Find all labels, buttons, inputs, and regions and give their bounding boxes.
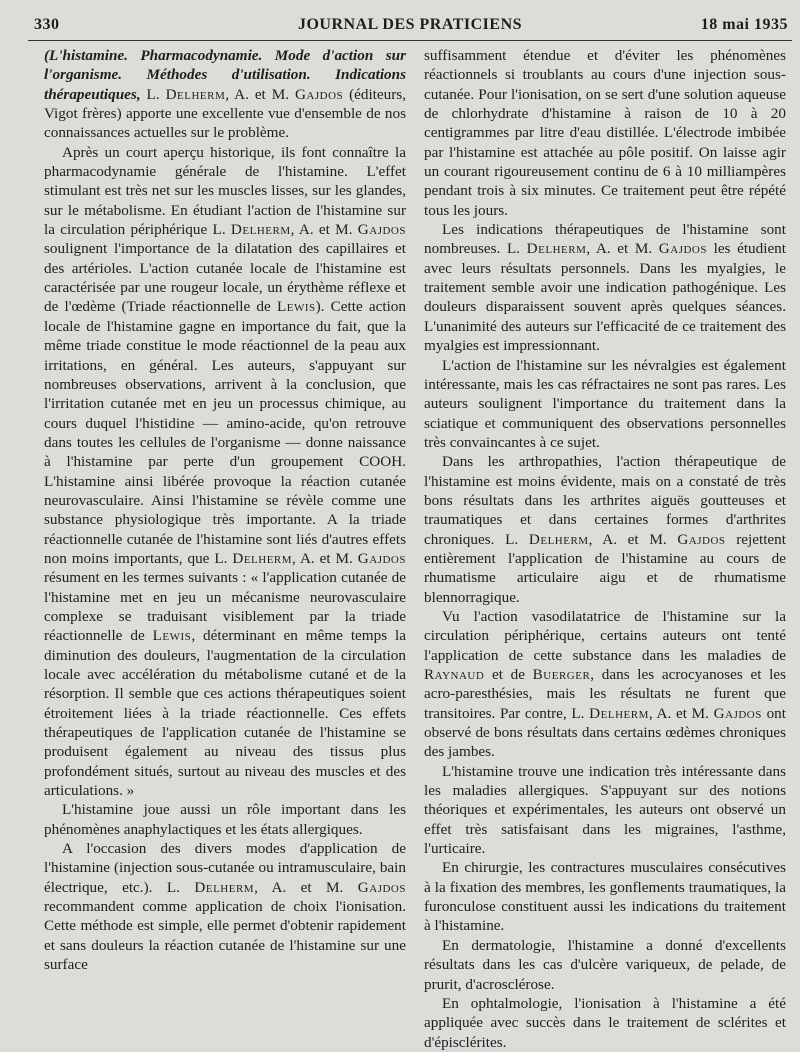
paragraph: En chirurgie, les contractures musculaires consécutives à la fixation des membres, les gonflements traumatiques, la furonculose constituent aussi les indications du traitement à l'histamine. xyxy=(424,859,786,935)
paragraph: Dans les arthropathies, l'action thérapeutique de l'histamine est moins évidente, mais on a constaté de très bons résultats dans les arthrites aiguës goutteuses et traumatiques et dans certaines formes d'arthrites chroniques. L. Delherm, A. et M. Gajdos rejettent entièrement l'application de l'histamine au cours de rhumatisme articulaire aigu et de rhumatisme blennorragique. xyxy=(424,453,786,606)
issue-date: 18 mai 1935 xyxy=(700,16,788,33)
left-column xyxy=(44,46,406,975)
paragraph: En dermatologie, l'histamine a donné d'excellents résultats dans les cas d'ulcère variqueux, de pelade, de prurit, d'acrosclérose. xyxy=(424,936,786,993)
paragraph: L'histamine trouve une indication très intéressante dans les maladies allergiques. S'appuyant sur des notions théoriques et expérimentales, les auteurs ont observé un effet très satisfaisant dans les migraines, l'asthme, l'urticaire. xyxy=(424,762,786,858)
paragraph: (L'histamine. Pharmacodynamie. Mode d'action sur l'organisme. Méthodes d'utilisation. Indications thérapeutiques, L. Delherm, A. et M. Gajdos (éditeurs, Vigot frères) apporte une excellente vue d'ensemble de nos connaissances actuelles sur le problème. xyxy=(44,47,406,142)
paragraph: Les indications thérapeutiques de l'histamine sont nombreuses. L. Delherm, A. et M. Gajdos les étudient avec leurs résultats personnels. Dans les myalgies, le traitement semble avoir une indication pathogénique. Les douleurs disparaissent souvent après quelques séances. L'unanimité des auteurs sur l'efficacité de ce traitement des myalgies est impressionnant. xyxy=(424,221,786,355)
paragraph: L'action de l'histamine sur les névralgies est également intéressante, mais les cas réfractaires ne sont pas rares. Les auteurs soulignent l'importance du traitement dans la sciatique et communiquent des observations personnelles très convaincantes à ce sujet. xyxy=(424,356,786,451)
paragraph: suffisamment étendue et d'éviter les phénomènes réactionnels si troublants au cours d'une injection sous-cutanée. Pour l'ionisation, on se sert d'une solution aqueuse de chlorhydrate d'histamine à raison de 10 à 20 centigrammes par litre d'eau distillée. L'électrode imbibée par l'histamine est attachée au pôle positif. On laisse agir un courant rigoureusement continu de 6 à 10 milliampères pendant trois à six minutes. Ce traitement peut être répété tous les jours. xyxy=(424,47,786,219)
journal-title: JOURNAL DES PRATICIENS xyxy=(297,16,523,33)
paragraph: Vu l'action vasodilatatrice de l'histamine sur la circulation périphérique, certains auteurs ont tenté l'application de cette substance dans les maladies de Raynaud et de Buerger, dans les acrocyanoses et les acro-paresthésies, mais les résultats ne furent que transitoires. Par contre, L. Delherm, A. et M. Gajdos ont observé de bons résultats dans certains œdèmes chroniques des jambes. xyxy=(424,607,787,761)
paragraph: En ophtalmologie, l'ionisation à l'histamine a été appliquée avec succès dans le traitement de sclérites et d'épisclérites. xyxy=(424,994,786,1051)
page-number: 330 xyxy=(34,16,60,33)
right-column xyxy=(424,46,786,1052)
running-header xyxy=(28,12,792,41)
paragraph: L'histamine joue aussi un rôle important dans les phénomènes anaphylactiques et les états allergiques. xyxy=(44,801,406,838)
paragraph: A l'occasion des divers modes d'application de l'histamine (injection sous-cutanée ou intramusculaire, bain électrique, etc.). L. Delherm, A. et M. Gajdos recommandent comme application de choix l'ionisation. Cette méthode est simple, elle permet d'obtenir rapidement et sans douleurs la réaction cutanée de l'histamine sur une surface xyxy=(44,840,406,974)
paragraph: Après un court aperçu historique, ils font connaître la pharmacodynamie générale de l'histamine. L'effet stimulant est très net sur les muscles lisses, sur les glandes, sur le métabolisme. En étudiant l'action de l'histamine sur la circulation périphérique L. Delherm, A. et M. Gajdos soulignent l'importance de la dilatation des capillaires et des artérioles. L'action cutanée locale de l'histamine est caractérisée par une rougeur locale, un érythème réflexe et de l'œdème (Triade réactionnelle de Lewis). Cette action locale de l'histamine gagne en importance du fait, que la même triade constitue le mode réactionnel de la peau aux irritations, en général. Les auteurs, s'appuyant sur nombreuses observations, arrivent à la conclusion, que l'irritation cutanée met en jeu un processus chimique, au cours duquel l'histidine — amino-acide, qu'on retrouve dans toutes les cellules de l'organisme — donne naissance à l'histamine par perte d'un groupement COOH. L'histamine ainsi libérée provoque la réaction cutanée neurovasculaire. Ainsi l'histamine se révèle comme une substance physiologique très importante. A la triade réactionnelle cutanée de l'histamine sont liés d'autres effets non moins importants, que L. Delherm, A. et M. Gajdos résument en les termes suivants : « l'application cutanée de l'histamine met en jeu un mécanisme neurovasculaire complexe se traduisant visiblement par la triade réactionnelle de Lewis, déterminant en même temps la diminution des douleurs, l'augmentation de la circulation locale avec accélération du métabolisme cutané et de la résorption. Il semble que ces actions thérapeutiques soient étroitement liées à la triade réactionnelle. Ces effets thérapeutiques de l'application cutanée de l'histamine se produisent également au niveau des tissus plus profondément situés, surtout au niveau des muscles et des articulations. » xyxy=(44,143,407,800)
